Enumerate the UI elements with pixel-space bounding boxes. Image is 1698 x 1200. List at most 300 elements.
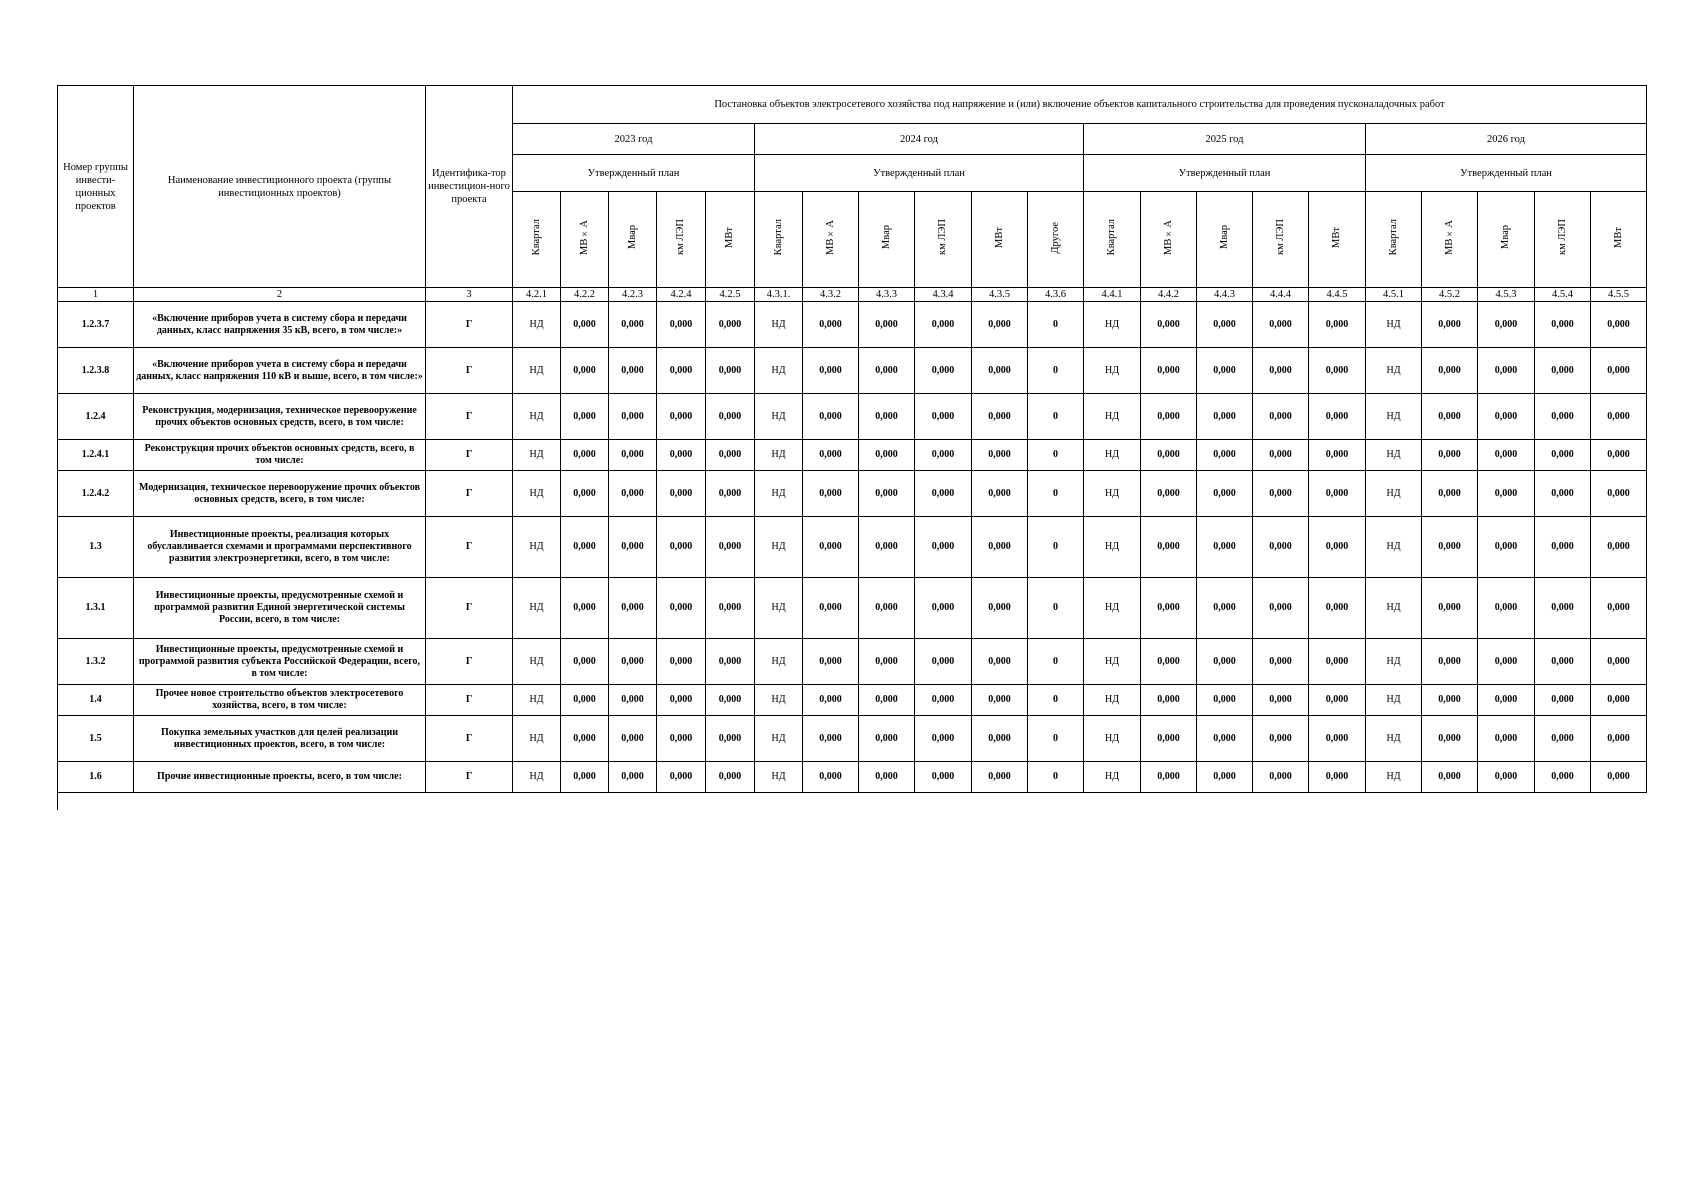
row-value-cell: НД (755, 348, 803, 394)
row-value-cell: НД (1084, 440, 1141, 471)
header-unit-label: Квартал (1106, 219, 1117, 256)
row-number: 1.6 (58, 762, 134, 793)
row-value-cell: 0,000 (609, 762, 657, 793)
row-value-cell: 0,000 (803, 762, 859, 793)
row-value-cell: 0,000 (1141, 685, 1197, 716)
row-value-cell: 0,000 (657, 517, 706, 578)
row-value-cell: 0,000 (1309, 348, 1366, 394)
row-value-cell: 0,000 (859, 440, 915, 471)
row-value-cell: НД (1366, 578, 1422, 639)
row-value-cell: 0,000 (1422, 348, 1478, 394)
header-unit-label: МВт (1331, 227, 1342, 248)
row-value-cell: НД (513, 716, 561, 762)
row-value-cell: 0,000 (561, 394, 609, 440)
row-value-cell: НД (513, 762, 561, 793)
row-number: 1.2.4.2 (58, 471, 134, 517)
row-value-cell: 0,000 (972, 440, 1028, 471)
row-value-cell: НД (1084, 394, 1141, 440)
row-value-cell: 0,000 (915, 394, 972, 440)
row-value-cell: 0,000 (1141, 348, 1197, 394)
row-value-cell: 0,000 (1535, 471, 1591, 517)
row-value-cell: 0,000 (1253, 762, 1309, 793)
row-value-cell: 0 (1028, 471, 1084, 517)
row-value-cell: 0,000 (1141, 440, 1197, 471)
row-value-cell: 0,000 (1253, 716, 1309, 762)
header-main-title: Постановка объектов электросетевого хозяйства под напряжение и (или) включение объектов капитального строительства для проведения пусконаладочных работ (513, 86, 1647, 124)
row-value-cell: 0,000 (1535, 685, 1591, 716)
row-value-cell: 0,000 (1141, 394, 1197, 440)
table-row (58, 517, 1647, 578)
column-index: 4.5.3 (1478, 288, 1535, 302)
row-value-cell: 0,000 (859, 302, 915, 348)
header-unit-label: МВ×А (824, 220, 836, 255)
row-value-cell: 0,000 (859, 716, 915, 762)
header-unit (1366, 192, 1422, 288)
row-value-cell: 0,000 (1535, 394, 1591, 440)
row-value-cell: 0,000 (561, 302, 609, 348)
header-unit (1028, 192, 1084, 288)
row-value-cell: 0,000 (1478, 348, 1535, 394)
row-value-cell: 0,000 (803, 716, 859, 762)
row-value-cell: 0,000 (972, 685, 1028, 716)
row-value-cell: 0,000 (657, 685, 706, 716)
row-value-cell: 0,000 (972, 302, 1028, 348)
row-value-cell: НД (1084, 716, 1141, 762)
header-unit (1309, 192, 1366, 288)
table-row (58, 440, 1647, 471)
row-value-cell: 0,000 (706, 471, 755, 517)
header-unit (1253, 192, 1309, 288)
row-number: 1.3.2 (58, 639, 134, 685)
row-value-cell: 0,000 (706, 394, 755, 440)
row-value-cell: 0,000 (1141, 302, 1197, 348)
row-value-cell: НД (755, 440, 803, 471)
column-index: 4.4.4 (1253, 288, 1309, 302)
row-value-cell: 0,000 (915, 348, 972, 394)
column-index: 4.3.2 (803, 288, 859, 302)
row-value-cell: 0,000 (706, 639, 755, 685)
header-unit (561, 192, 609, 288)
row-value-cell: 0,000 (972, 639, 1028, 685)
header-unit-label: Другое (1049, 221, 1061, 254)
row-number: 1.2.3.8 (58, 348, 134, 394)
row-value-cell: 0,000 (657, 348, 706, 394)
row-value-cell: 0,000 (1253, 639, 1309, 685)
row-value-cell: 0,000 (1197, 685, 1253, 716)
row-value-cell: 0,000 (561, 471, 609, 517)
row-value-cell: 0,000 (1309, 394, 1366, 440)
row-value-cell: 0,000 (706, 716, 755, 762)
header-unit-label: МВт (724, 227, 735, 248)
row-value-cell: НД (755, 639, 803, 685)
row-value-cell: 0,000 (972, 471, 1028, 517)
row-value-cell: 0,000 (1422, 578, 1478, 639)
row-value-cell: НД (1084, 471, 1141, 517)
row-value-cell: 0,000 (1253, 440, 1309, 471)
row-value-cell: 0,000 (1197, 471, 1253, 517)
column-index: 4.4.2 (1141, 288, 1197, 302)
row-value-cell: НД (755, 762, 803, 793)
row-project-name: Покупка земельных участков для целей реализации инвестиционных проектов, всего, в том числе: (134, 716, 426, 762)
row-value-cell: 0,000 (1197, 639, 1253, 685)
header-unit-label: Мвар (626, 225, 638, 250)
row-value-cell: 0,000 (1309, 578, 1366, 639)
row-value-cell: 0,000 (1478, 685, 1535, 716)
row-value-cell: 0,000 (706, 302, 755, 348)
row-value-cell: 0,000 (609, 394, 657, 440)
row-value-cell: 0,000 (803, 578, 859, 639)
row-value-cell: НД (1366, 685, 1422, 716)
row-value-cell: НД (1366, 348, 1422, 394)
header-year: 2024 год (755, 124, 1084, 155)
row-number: 1.5 (58, 716, 134, 762)
row-value-cell: 0,000 (1253, 471, 1309, 517)
row-value-cell: 0,000 (706, 762, 755, 793)
row-value-cell: НД (1084, 348, 1141, 394)
header-unit-label: МВ×А (1162, 220, 1174, 255)
row-value-cell: 0,000 (609, 716, 657, 762)
row-value-cell: 0,000 (1591, 762, 1647, 793)
row-value-cell: 0,000 (803, 639, 859, 685)
row-value-cell: 0,000 (657, 639, 706, 685)
row-value-cell: 0,000 (1141, 471, 1197, 517)
row-value-cell: 0,000 (1309, 302, 1366, 348)
row-value-cell: НД (513, 471, 561, 517)
table-row (58, 348, 1647, 394)
row-value-cell: НД (1366, 471, 1422, 517)
row-project-id: Г (426, 517, 513, 578)
row-value-cell: 0,000 (1422, 685, 1478, 716)
row-value-cell: 0,000 (915, 440, 972, 471)
row-value-cell: 0,000 (859, 762, 915, 793)
header-unit-label: Квартал (530, 219, 542, 256)
row-value-cell: 0,000 (1197, 394, 1253, 440)
header-plan: Утвержденный план (513, 155, 755, 192)
row-project-id: Г (426, 685, 513, 716)
table-row (58, 762, 1647, 793)
row-value-cell: 0 (1028, 517, 1084, 578)
header-group-number: Номер группы инвести-ционных проектов (58, 86, 134, 288)
row-value-cell: 0,000 (561, 348, 609, 394)
row-value-cell: 0,000 (706, 348, 755, 394)
row-value-cell: 0,000 (657, 440, 706, 471)
header-unit-label: Мвар (1500, 225, 1511, 250)
header-unit (1084, 192, 1141, 288)
row-value-cell: 0,000 (803, 517, 859, 578)
header-unit (706, 192, 755, 288)
row-value-cell: 0,000 (1591, 302, 1647, 348)
row-value-cell: 0 (1028, 685, 1084, 716)
header-unit-label: МВт (993, 227, 1005, 248)
row-value-cell: 0,000 (915, 762, 972, 793)
row-value-cell: 0,000 (1422, 762, 1478, 793)
column-index: 3 (426, 288, 513, 302)
header-year: 2026 год (1366, 124, 1647, 155)
row-project-id: Г (426, 762, 513, 793)
row-value-cell: НД (513, 578, 561, 639)
column-index: 4.2.1 (513, 288, 561, 302)
header-unit (1478, 192, 1535, 288)
row-value-cell: 0,000 (1197, 440, 1253, 471)
row-value-cell: НД (755, 716, 803, 762)
header-plan: Утвержденный план (1084, 155, 1366, 192)
row-project-id: Г (426, 302, 513, 348)
row-project-name: Инвестиционные проекты, реализация которых обуславливается схемами и программами перспективного развития электроэнергетики, всего, в том числе: (134, 517, 426, 578)
table-row (58, 716, 1647, 762)
row-value-cell: 0,000 (657, 471, 706, 517)
row-value-cell: 0,000 (609, 685, 657, 716)
row-value-cell: 0,000 (1422, 517, 1478, 578)
row-value-cell: 0,000 (915, 685, 972, 716)
row-value-cell: 0,000 (803, 471, 859, 517)
row-project-id: Г (426, 440, 513, 471)
row-value-cell: 0,000 (609, 440, 657, 471)
row-value-cell: 0,000 (1591, 394, 1647, 440)
row-value-cell: 0,000 (859, 348, 915, 394)
row-value-cell: 0,000 (972, 716, 1028, 762)
column-index: 4.2.5 (706, 288, 755, 302)
row-value-cell: НД (755, 517, 803, 578)
row-value-cell: НД (513, 440, 561, 471)
row-value-cell: НД (513, 348, 561, 394)
column-index: 4.3.3 (859, 288, 915, 302)
row-value-cell: 0,000 (803, 302, 859, 348)
column-index: 4.5.1 (1366, 288, 1422, 302)
header-unit-label: км ЛЭП (937, 219, 948, 256)
header-unit-label: МВ×А (578, 220, 590, 255)
row-value-cell: 0,000 (1141, 762, 1197, 793)
row-value-cell: НД (513, 394, 561, 440)
row-value-cell: НД (1084, 578, 1141, 639)
row-value-cell: 0,000 (1422, 394, 1478, 440)
row-value-cell: 0,000 (609, 302, 657, 348)
row-value-cell: 0,000 (1478, 762, 1535, 793)
row-value-cell: 0,000 (972, 578, 1028, 639)
row-value-cell: 0,000 (1535, 440, 1591, 471)
row-value-cell: 0,000 (1535, 578, 1591, 639)
row-value-cell: 0 (1028, 639, 1084, 685)
row-value-cell: 0,000 (915, 517, 972, 578)
row-project-name: Инвестиционные проекты, предусмотренные схемой и программой развития Единой энергетической системы России, всего, в том числе: (134, 578, 426, 639)
row-value-cell: НД (755, 302, 803, 348)
row-value-cell: НД (1084, 302, 1141, 348)
row-value-cell: 0 (1028, 578, 1084, 639)
column-index: 4.4.1 (1084, 288, 1141, 302)
row-value-cell: 0,000 (706, 578, 755, 639)
document-sheet (57, 85, 1647, 793)
column-index: 4.2.2 (561, 288, 609, 302)
row-number: 1.3 (58, 517, 134, 578)
row-value-cell: НД (755, 578, 803, 639)
row-project-name: Реконструкция прочих объектов основных средств, всего, в том числе: (134, 440, 426, 471)
row-value-cell: 0,000 (561, 517, 609, 578)
row-value-cell: НД (513, 302, 561, 348)
row-value-cell: 0,000 (1535, 302, 1591, 348)
row-value-cell: НД (1084, 685, 1141, 716)
row-value-cell: 0,000 (1591, 471, 1647, 517)
row-value-cell: 0,000 (803, 394, 859, 440)
row-value-cell: 0,000 (1478, 517, 1535, 578)
column-index: 2 (134, 288, 426, 302)
header-unit-label: Квартал (1387, 219, 1399, 256)
header-unit (1141, 192, 1197, 288)
header-unit (1422, 192, 1478, 288)
row-value-cell: 0,000 (1197, 578, 1253, 639)
row-value-cell: 0,000 (657, 578, 706, 639)
row-value-cell: 0,000 (706, 440, 755, 471)
row-number: 1.3.1 (58, 578, 134, 639)
row-value-cell: 0,000 (915, 471, 972, 517)
row-value-cell: 0,000 (657, 302, 706, 348)
header-project-id: Идентифика-тор инвестицион-ного проекта (426, 86, 513, 288)
row-value-cell: 0,000 (1422, 471, 1478, 517)
row-value-cell: 0,000 (1591, 348, 1647, 394)
header-unit (803, 192, 859, 288)
row-value-cell: 0,000 (972, 762, 1028, 793)
row-value-cell: 0 (1028, 716, 1084, 762)
investment-table (57, 85, 1647, 793)
row-value-cell: 0,000 (1309, 517, 1366, 578)
row-value-cell: 0,000 (1535, 762, 1591, 793)
row-value-cell: 0,000 (1197, 517, 1253, 578)
row-value-cell: 0,000 (1141, 578, 1197, 639)
row-value-cell: 0,000 (972, 394, 1028, 440)
header-unit-label: Мвар (1218, 225, 1230, 250)
column-index: 4.3.5 (972, 288, 1028, 302)
row-value-cell: 0,000 (561, 578, 609, 639)
header-plan: Утвержденный план (1366, 155, 1647, 192)
row-value-cell: 0,000 (609, 578, 657, 639)
row-value-cell: 0,000 (915, 302, 972, 348)
row-value-cell: 0,000 (561, 716, 609, 762)
row-value-cell: НД (513, 639, 561, 685)
row-value-cell: 0,000 (1309, 440, 1366, 471)
row-value-cell: 0,000 (972, 517, 1028, 578)
row-value-cell: 0,000 (561, 762, 609, 793)
row-value-cell: 0,000 (859, 517, 915, 578)
column-index: 4.2.3 (609, 288, 657, 302)
row-value-cell: 0,000 (1478, 578, 1535, 639)
row-value-cell: 0,000 (859, 471, 915, 517)
table-row (58, 639, 1647, 685)
row-project-id: Г (426, 639, 513, 685)
row-project-name: Прочие инвестиционные проекты, всего, в том числе: (134, 762, 426, 793)
header-unit-label: МВ×А (1443, 220, 1455, 255)
row-project-id: Г (426, 716, 513, 762)
row-value-cell: 0,000 (1141, 517, 1197, 578)
row-value-cell: 0,000 (1535, 348, 1591, 394)
row-project-name: Модернизация, техническое перевооружение прочих объектов основных средств, всего, в том числе: (134, 471, 426, 517)
row-value-cell: 0,000 (1309, 685, 1366, 716)
table-border-tail (57, 792, 58, 810)
row-value-cell: 0,000 (1422, 639, 1478, 685)
column-index: 4.3.6 (1028, 288, 1084, 302)
row-value-cell: НД (513, 517, 561, 578)
row-value-cell: 0,000 (1591, 685, 1647, 716)
row-value-cell: НД (1084, 762, 1141, 793)
header-unit (657, 192, 706, 288)
row-value-cell: 0,000 (561, 685, 609, 716)
row-value-cell: 0,000 (859, 394, 915, 440)
row-value-cell: НД (755, 394, 803, 440)
row-value-cell: НД (513, 685, 561, 716)
header-project-name: Наименование инвестиционного проекта (группы инвестиционных проектов) (134, 86, 426, 288)
row-value-cell: 0,000 (657, 762, 706, 793)
row-value-cell: 0,000 (609, 639, 657, 685)
header-plan: Утвержденный план (755, 155, 1084, 192)
row-value-cell: 0,000 (1141, 639, 1197, 685)
row-value-cell: 0,000 (1309, 471, 1366, 517)
row-value-cell: 0,000 (706, 517, 755, 578)
row-value-cell: 0,000 (915, 578, 972, 639)
column-index: 4.4.3 (1197, 288, 1253, 302)
row-project-id: Г (426, 578, 513, 639)
header-unit-label: км ЛЭП (675, 219, 686, 256)
row-value-cell: 0,000 (803, 685, 859, 716)
row-value-cell: 0,000 (1253, 517, 1309, 578)
row-value-cell: 0,000 (1478, 394, 1535, 440)
row-value-cell: 0,000 (1478, 471, 1535, 517)
row-value-cell: 0,000 (657, 716, 706, 762)
row-value-cell: 0,000 (1535, 716, 1591, 762)
row-value-cell: НД (1366, 440, 1422, 471)
header-year: 2025 год (1084, 124, 1366, 155)
column-index: 4.3.1. (755, 288, 803, 302)
header-unit (513, 192, 561, 288)
row-value-cell: 0,000 (1478, 716, 1535, 762)
row-value-cell: НД (755, 685, 803, 716)
column-index: 4.5.2 (1422, 288, 1478, 302)
row-value-cell: 0 (1028, 762, 1084, 793)
row-value-cell: 0,000 (609, 471, 657, 517)
row-value-cell: 0 (1028, 348, 1084, 394)
row-value-cell: 0,000 (1309, 762, 1366, 793)
row-value-cell: 0,000 (915, 716, 972, 762)
header-year: 2023 год (513, 124, 755, 155)
row-value-cell: 0,000 (1591, 578, 1647, 639)
row-value-cell: 0,000 (1591, 716, 1647, 762)
row-value-cell: 0,000 (609, 348, 657, 394)
row-value-cell: 0,000 (1422, 440, 1478, 471)
row-value-cell: 0,000 (915, 639, 972, 685)
row-value-cell: 0,000 (1478, 440, 1535, 471)
table-row (58, 394, 1647, 440)
row-value-cell: 0,000 (706, 685, 755, 716)
column-index: 4.5.5 (1591, 288, 1647, 302)
row-number: 1.4 (58, 685, 134, 716)
row-value-cell: НД (1084, 517, 1141, 578)
row-value-cell: 0,000 (859, 685, 915, 716)
table-row (58, 471, 1647, 517)
column-index: 4.4.5 (1309, 288, 1366, 302)
row-value-cell: НД (1366, 302, 1422, 348)
header-unit (972, 192, 1028, 288)
row-value-cell: 0,000 (1253, 394, 1309, 440)
table-row (58, 578, 1647, 639)
row-value-cell: 0 (1028, 440, 1084, 471)
header-unit (1591, 192, 1647, 288)
row-value-cell: 0,000 (1478, 302, 1535, 348)
row-value-cell: 0,000 (657, 394, 706, 440)
header-unit-label: Квартал (772, 219, 784, 256)
row-project-name: «Включение приборов учета в систему сбора и передачи данных, класс напряжения 35 кВ, всего, в том числе:» (134, 302, 426, 348)
row-value-cell: НД (755, 471, 803, 517)
column-index: 4.5.4 (1535, 288, 1591, 302)
row-value-cell: 0,000 (1141, 716, 1197, 762)
row-project-id: Г (426, 394, 513, 440)
column-index: 4.3.4 (915, 288, 972, 302)
header-unit-label: МВт (1612, 227, 1624, 248)
